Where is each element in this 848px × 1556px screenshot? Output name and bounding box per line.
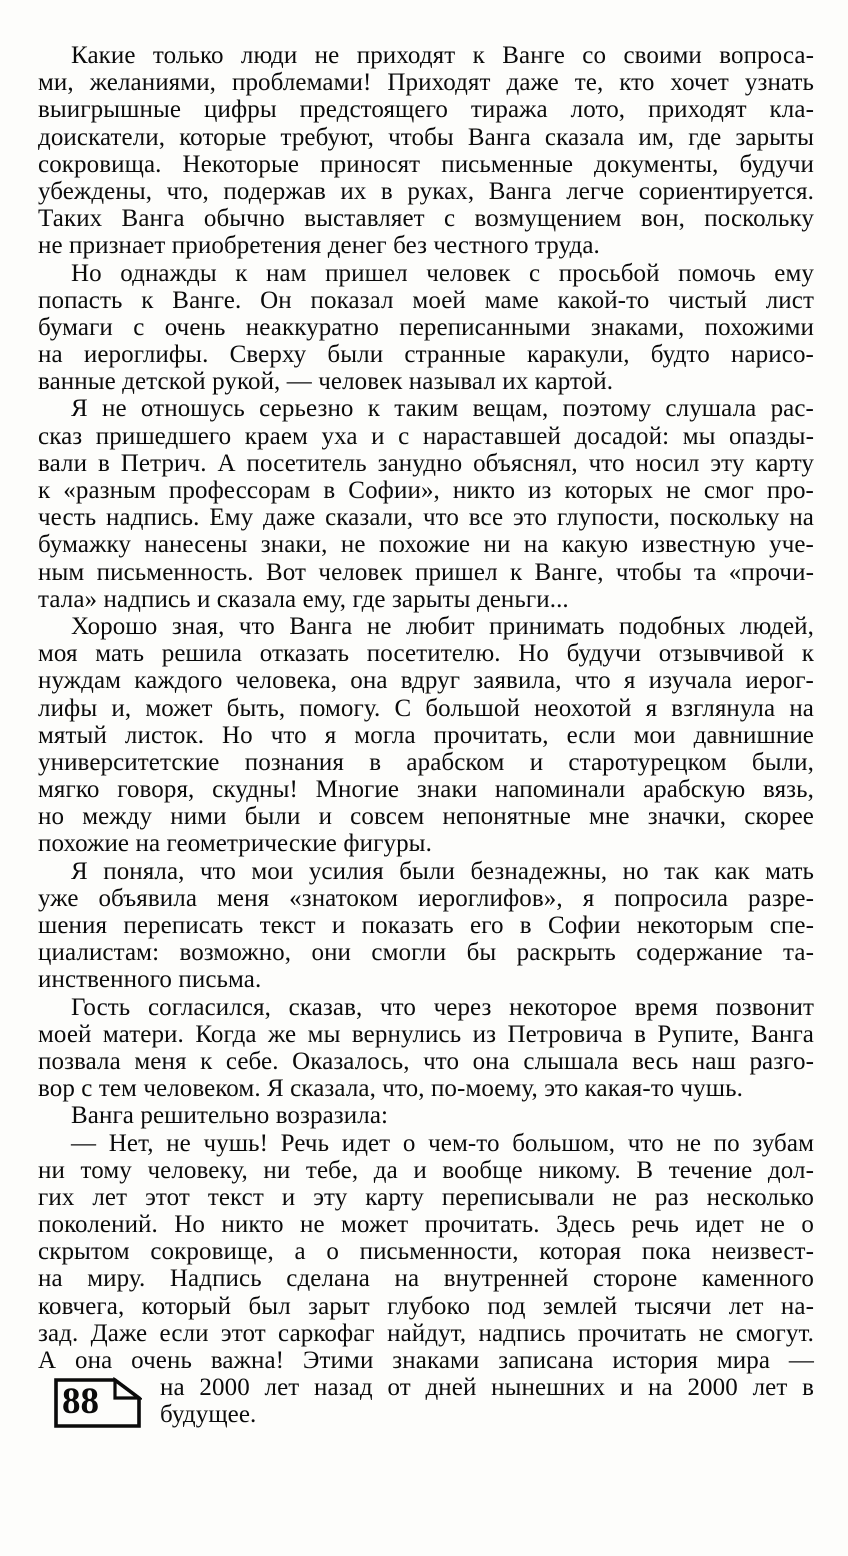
- paragraph-5-line-2: уже объявила меня «знатоком иероглифов», я попросила разре-: [38, 884, 814, 912]
- paragraph-8-line-5: скрытом сокровище, а о письменности, которая пока неизвест-: [38, 1238, 814, 1266]
- paragraph-8-line-4: поколений. Но никто не может прочитать. Здесь речь идет не о: [38, 1211, 814, 1239]
- paragraph-3-line-2: сказ пришедшего краем уха и с нараставшей досадой: мы опазды-: [38, 422, 814, 450]
- paragraph-1-line-5: сокровища. Некоторые приносят письменные документы, будучи: [38, 150, 814, 178]
- paragraph-2-line-3: бумаги с очень неаккуратно переписанными знаками, похожими: [38, 313, 814, 341]
- paragraph-4-line-6: университетские познания в арабском и старотурецком были,: [38, 748, 814, 776]
- paragraph-1-line-4: доискатели, которые требуют, чтобы Ванга сказала им, где зарыты: [38, 123, 814, 151]
- paragraph-1-line-6: убеждены, что, подержав их в руках, Ванга легче сориентируется.: [38, 177, 814, 205]
- page-number: 88: [62, 1381, 99, 1423]
- paragraph-4-line-2: моя мать решила отказать посетителю. Но будучи отзывчивой к: [38, 640, 814, 668]
- paragraph-5-line-4: циалистам: возможно, они смогли бы раскрыть содержание та-: [38, 939, 814, 967]
- paragraph-5-line-5: инственного письма.: [38, 966, 262, 994]
- paragraph-3-line-6: бумажку нанесены знаки, не похожие ни на какую известную уче-: [38, 531, 814, 559]
- paragraph-1-line-8: не признает приобретения денег без честного труда.: [38, 232, 600, 260]
- paragraph-6-line-2: моей матери. Когда же мы вернулись из Петровича в Рупите, Ванга: [38, 1020, 814, 1048]
- paragraph-3-line-7: ным письменность. Вот человек пришел к Ванге, чтобы та «прочи-: [38, 558, 814, 586]
- paragraph-1-line-1: Какие только люди не приходят к Ванге со своими вопроса-: [71, 42, 814, 69]
- paragraph-2-line-4: на иероглифы. Сверху были странные каракули, будто нарисо-: [38, 341, 814, 369]
- footer-line-2: будущее.: [160, 1401, 257, 1429]
- paragraph-8-line-8: зад. Даже если этот саркофаг найдут, надпись прочитать не смогут.: [38, 1319, 814, 1347]
- paragraph-1-line-3: выигрышные цифры предстоящего тиража лото, приходят кла-: [38, 96, 814, 124]
- paragraph-6-line-4: вор с тем человеком. Я сказала, что, по-моему, это какая-то чушь.: [38, 1075, 743, 1103]
- paragraph-8-line-2: ни тому человеку, ни тебе, да и вообще никому. В течение дол-: [38, 1156, 814, 1184]
- footer-row: [38, 1374, 814, 1429]
- paragraph-4-line-4: лифы и, может быть, помогу. С большой неохотой я взглянула на: [38, 694, 814, 722]
- paragraph-3-line-1: Я не отношусь серьезно к таким вещам, поэтому слушала рас-: [71, 395, 814, 423]
- footer-lines: [160, 1374, 814, 1428]
- paragraph-5-line-1: Я поняла, что мои усилия были безнадежны, но так как мать: [71, 857, 814, 885]
- paragraph-3-line-4: к «разным профессорам в Софии», никто из которых не смог про-: [38, 477, 814, 504]
- paragraph-8-line-6: на миру. Надпись сделана на внутренней стороне каменного: [38, 1265, 814, 1293]
- text-block: [38, 42, 814, 1429]
- footer-line-1: на 2000 лет назад от дней нынешних и на 2000 лет в: [160, 1374, 814, 1402]
- paragraph-6-line-1: Гость согласился, сказав, что через некоторое время позвонит: [71, 993, 814, 1021]
- paragraph-8-line-7: ковчега, который был зарыт глубоко под землей тысячи лет на-: [38, 1292, 814, 1320]
- paragraph-2-line-1: Но однажды к нам пришел человек с просьбой помочь ему: [71, 259, 814, 287]
- paragraphs-container: [38, 42, 814, 1374]
- paragraph-4-line-7: мягко говоря, скудны! Многие знаки напоминали арабскую вязь,: [38, 776, 814, 804]
- paragraph-8-line-3: гих лет этот текст и эту карту переписывали не раз несколько: [38, 1183, 814, 1211]
- paragraph-1-line-7: Таких Ванга обычно выставляет с возмущением вон, поскольку: [38, 205, 814, 233]
- paragraph-2-line-2: попасть к Ванге. Он показал моей маме какой-то чистый лист: [38, 286, 814, 314]
- paragraph-8-line-9: А она очень важна! Этими знаками записана история мира —: [38, 1347, 814, 1374]
- paragraph-3-line-3: вали в Петрич. А посетитель занудно объяснял, что носил эту карту: [38, 449, 814, 477]
- paragraph-4-line-9: похожие на геометрические фигуры.: [38, 830, 432, 858]
- paragraph-2-line-5: ванные детской рукой, — человек называл их картой.: [38, 368, 614, 396]
- paragraph-3-line-8: тала» надпись и сказала ему, где зарыты деньги...: [38, 585, 569, 613]
- paragraph-4-line-1: Хорошо зная, что Ванга не любит принимать подобных людей,: [71, 612, 814, 640]
- paragraph-5-line-3: шения переписать текст и показать его в Софии некоторым спе-: [38, 912, 814, 939]
- page-number-box: [53, 1377, 142, 1429]
- paragraph-6-line-3: позвала меня к себе. Оказалось, что она слышала весь наш разго-: [38, 1047, 814, 1075]
- paragraph-8-line-1: — Нет, не чушь! Речь идет о чем-то большом, что не по зубам: [71, 1129, 814, 1157]
- paragraph-4-line-8: но между ними были и совсем непонятные мне значки, скорее: [38, 803, 814, 831]
- paragraph-3-line-5: честь надпись. Ему даже сказали, что все это глупости, поскольку на: [38, 504, 814, 532]
- paragraph-4-line-5: мятый листок. Но что я могла прочитать, если мои давнишние: [38, 721, 814, 749]
- paragraph-1-line-2: ми, желаниями, проблемами! Приходят даже те, кто хочет узнать: [38, 69, 814, 97]
- paragraph-4-line-3: нуждам каждого человека, она вдруг заявила, что я изучала иерог-: [38, 667, 814, 695]
- paragraph-7-line-1: Ванга решительно возразила:: [71, 1102, 389, 1130]
